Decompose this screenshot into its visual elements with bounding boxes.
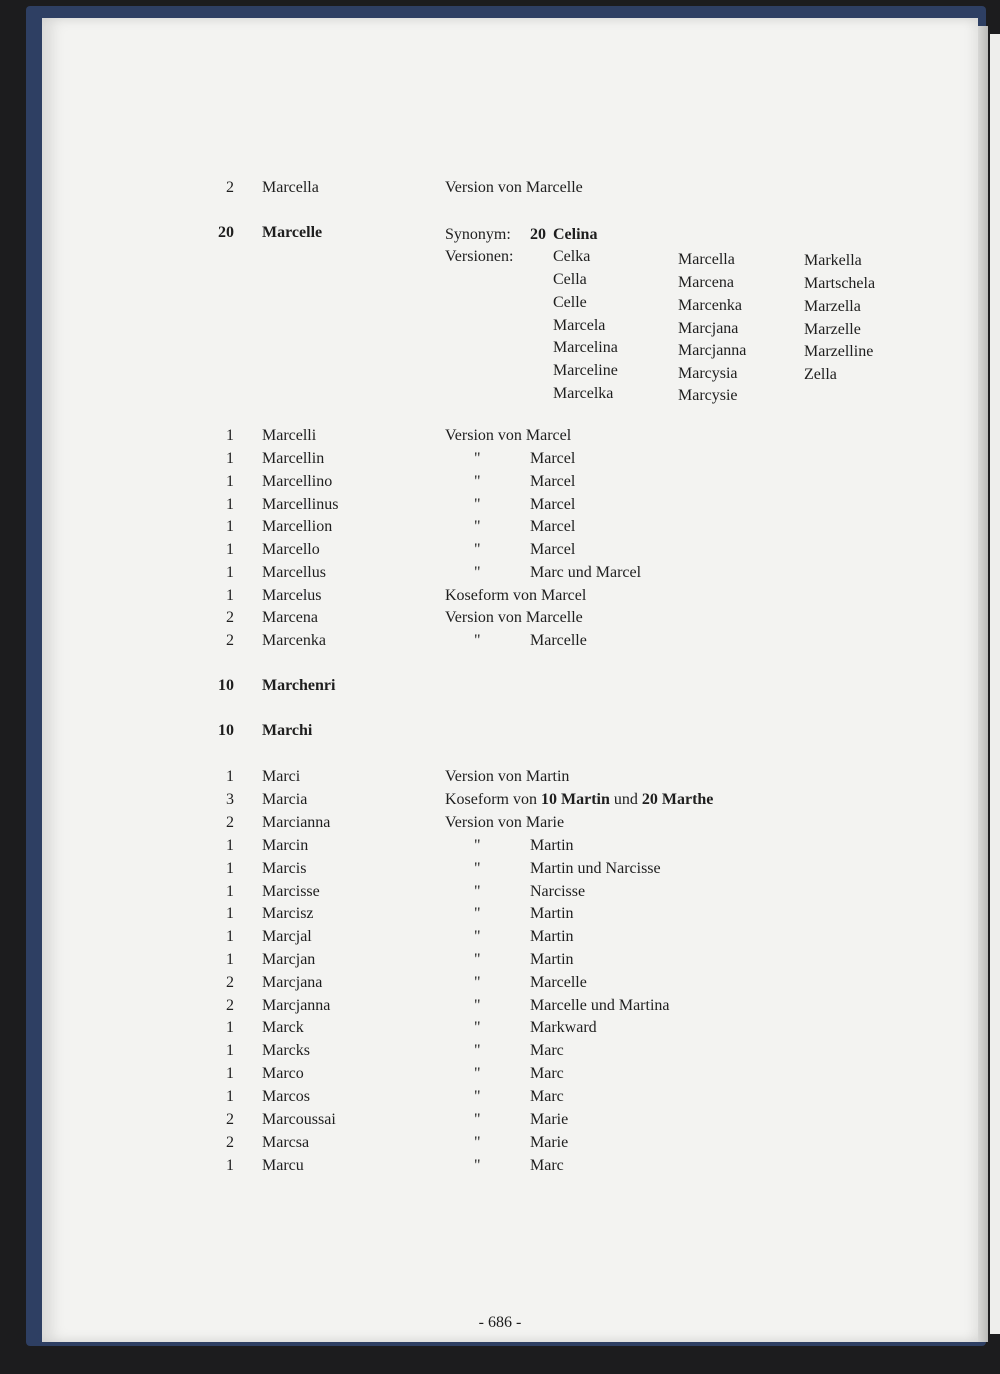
- ditto-mark: ": [474, 974, 481, 991]
- entry-description: Version von Marcelle: [445, 179, 583, 196]
- ditto-mark: ": [474, 541, 481, 558]
- entry-number: 2: [226, 609, 234, 626]
- entry-number: 1: [226, 450, 234, 467]
- synonym-name: Celina: [553, 226, 598, 243]
- entry-reference: Martin: [530, 928, 574, 945]
- version-name: Marzella: [804, 298, 861, 315]
- entry-reference: Marc: [530, 1065, 564, 1082]
- entry-name: Marcellin: [262, 450, 325, 467]
- entry-number: 2: [226, 974, 234, 991]
- synonym-label: Synonym:: [445, 226, 511, 243]
- ditto-mark: ": [474, 905, 481, 922]
- entry-reference: Marcel: [530, 450, 576, 467]
- entry-name: Marcjan: [262, 951, 316, 968]
- ditto-mark: ": [474, 860, 481, 877]
- entry-number: 1: [226, 564, 234, 581]
- version-name: Marcelina: [553, 339, 618, 356]
- version-name: Marcysie: [678, 387, 738, 404]
- entry-reference: Marcel: [530, 473, 576, 490]
- entry-name: Marco: [262, 1065, 304, 1082]
- entry-name: Marcello: [262, 541, 320, 558]
- entry-name: Marcelle: [262, 224, 323, 241]
- entry-reference: Marie: [530, 1134, 569, 1151]
- entry-reference: Marcelle: [530, 632, 587, 649]
- entry-name: Marcjana: [262, 974, 323, 991]
- entry-name: Marck: [262, 1019, 304, 1036]
- entry-name: Marcelus: [262, 587, 322, 604]
- entry-reference: Marc: [530, 1088, 564, 1105]
- entry-number: 1: [226, 1157, 234, 1174]
- entry-description: Koseform von 10 Martin und 20 Marthe: [445, 791, 714, 808]
- entry-number: 1: [226, 427, 234, 444]
- entry-number: 1: [226, 518, 234, 535]
- ditto-mark: ": [474, 1157, 481, 1174]
- entry-number: 1: [226, 1065, 234, 1082]
- version-name: Markella: [804, 252, 862, 269]
- entry-name: Marcoussai: [262, 1111, 336, 1128]
- entry-description: Version von Martin: [445, 768, 570, 785]
- version-name: Martschela: [804, 275, 876, 292]
- version-name: Celle: [553, 294, 587, 311]
- version-name: Marzelline: [804, 343, 874, 360]
- entry-reference: Marc und Marcel: [530, 564, 642, 581]
- entry-name: Marcsa: [262, 1134, 310, 1151]
- entry-reference: Martin: [530, 837, 574, 854]
- ditto-mark: ": [474, 450, 481, 467]
- entry-reference: Martin: [530, 905, 574, 922]
- entry-number: 1: [226, 768, 234, 785]
- entry-reference: Marc: [530, 1042, 564, 1059]
- entry-number: 1: [226, 1042, 234, 1059]
- entry-reference: Marcel: [530, 541, 576, 558]
- entry-reference: Marc: [530, 1157, 564, 1174]
- entry-name: Marcena: [262, 609, 318, 626]
- entry-number: 1: [226, 928, 234, 945]
- ditto-mark: ": [474, 1088, 481, 1105]
- ditto-mark: ": [474, 951, 481, 968]
- entry-description: Version von Marcelle: [445, 609, 583, 626]
- entry-name: Marcellus: [262, 564, 326, 581]
- page-edge: [978, 26, 988, 1342]
- version-name: Marcenka: [678, 297, 742, 314]
- entry-name: Marcisz: [262, 905, 314, 922]
- ditto-mark: ": [474, 837, 481, 854]
- entry-number: 1: [226, 860, 234, 877]
- entry-reference: Marie: [530, 1111, 569, 1128]
- ditto-mark: ": [474, 883, 481, 900]
- entry-reference: Marcelle: [530, 974, 587, 991]
- entry-reference: Martin: [530, 951, 574, 968]
- version-name: Marcella: [678, 251, 735, 268]
- entry-number: 2: [226, 814, 234, 831]
- version-name: Marcena: [678, 274, 734, 291]
- entry-description: Version von Marcel: [445, 427, 572, 444]
- entry-name: Marcjal: [262, 928, 312, 945]
- version-name: Zella: [804, 366, 837, 383]
- ditto-mark: ": [474, 632, 481, 649]
- versions-label: Versionen:: [445, 248, 514, 265]
- version-name: Marcela: [553, 317, 606, 334]
- entry-number: 1: [226, 496, 234, 513]
- entry-name: Marcellino: [262, 473, 333, 490]
- version-name: Marceline: [553, 362, 618, 379]
- page-number: - 686 -: [478, 1314, 522, 1331]
- entry-number: 2: [226, 632, 234, 649]
- version-name: Marcelka: [553, 385, 614, 402]
- entry-name: Marcin: [262, 837, 309, 854]
- version-name: Marcjana: [678, 320, 739, 337]
- ditto-mark: ": [474, 997, 481, 1014]
- ditto-mark: ": [474, 1134, 481, 1151]
- entry-name: Marcu: [262, 1157, 304, 1174]
- entry-name: Marcisse: [262, 883, 320, 900]
- entry-number: 1: [226, 1019, 234, 1036]
- entry-name: Marcellinus: [262, 496, 339, 513]
- entry-reference: Marcelle und Martina: [530, 997, 670, 1014]
- entry-number: 2: [226, 997, 234, 1014]
- entry-number: 1: [226, 951, 234, 968]
- entry-number: 1: [226, 587, 234, 604]
- version-name: Marcysia: [678, 365, 738, 382]
- ditto-mark: ": [474, 496, 481, 513]
- entry-reference: Markward: [530, 1019, 597, 1036]
- entry-reference: Martin und Narcisse: [530, 860, 661, 877]
- entry-number: 10: [218, 722, 234, 739]
- entry-number: 1: [226, 473, 234, 490]
- ditto-mark: ": [474, 518, 481, 535]
- entry-number: 2: [226, 1111, 234, 1128]
- entry-name: Marcos: [262, 1088, 310, 1105]
- version-name: Marcjanna: [678, 342, 747, 359]
- entry-name: Marcianna: [262, 814, 331, 831]
- version-name: Cella: [553, 271, 587, 288]
- entry-number: 3: [226, 791, 234, 808]
- ditto-mark: ": [474, 1111, 481, 1128]
- entry-name: Marcks: [262, 1042, 310, 1059]
- next-page-edge: [990, 34, 1000, 1334]
- entry-name: Marchi: [262, 722, 313, 739]
- version-name: Celka: [553, 248, 591, 265]
- entry-number: 1: [226, 905, 234, 922]
- entry-reference: Narcisse: [530, 883, 586, 900]
- ditto-mark: ": [474, 1042, 481, 1059]
- entry-reference: Marcel: [530, 496, 576, 513]
- entry-number: 20: [218, 224, 234, 241]
- ditto-mark: ": [474, 564, 481, 581]
- entry-name: Marcis: [262, 860, 307, 877]
- ditto-mark: ": [474, 1065, 481, 1082]
- entry-number: 10: [218, 677, 234, 694]
- entry-name: Marci: [262, 768, 301, 785]
- entry-number: 1: [226, 541, 234, 558]
- entry-name: Marchenri: [262, 677, 336, 694]
- entry-number: 2: [226, 1134, 234, 1151]
- entry-reference: Marcel: [530, 518, 576, 535]
- entry-description: Version von Marie: [445, 814, 565, 831]
- entry-number: 1: [226, 837, 234, 854]
- entry-name: Marcia: [262, 791, 308, 808]
- entry-description: Koseform von Marcel: [445, 587, 587, 604]
- synonym-number: 20: [530, 226, 546, 243]
- entry-name: Marcella: [262, 179, 319, 196]
- entry-name: Marcjanna: [262, 997, 331, 1014]
- entry-number: 1: [226, 883, 234, 900]
- entry-name: Marcenka: [262, 632, 326, 649]
- entry-number: 2: [226, 179, 234, 196]
- entry-number: 1: [226, 1088, 234, 1105]
- ditto-mark: ": [474, 928, 481, 945]
- ditto-mark: ": [474, 473, 481, 490]
- ditto-mark: ": [474, 1019, 481, 1036]
- version-name: Marzelle: [804, 321, 861, 338]
- entry-name: Marcelli: [262, 427, 317, 444]
- entry-name: Marcellion: [262, 518, 333, 535]
